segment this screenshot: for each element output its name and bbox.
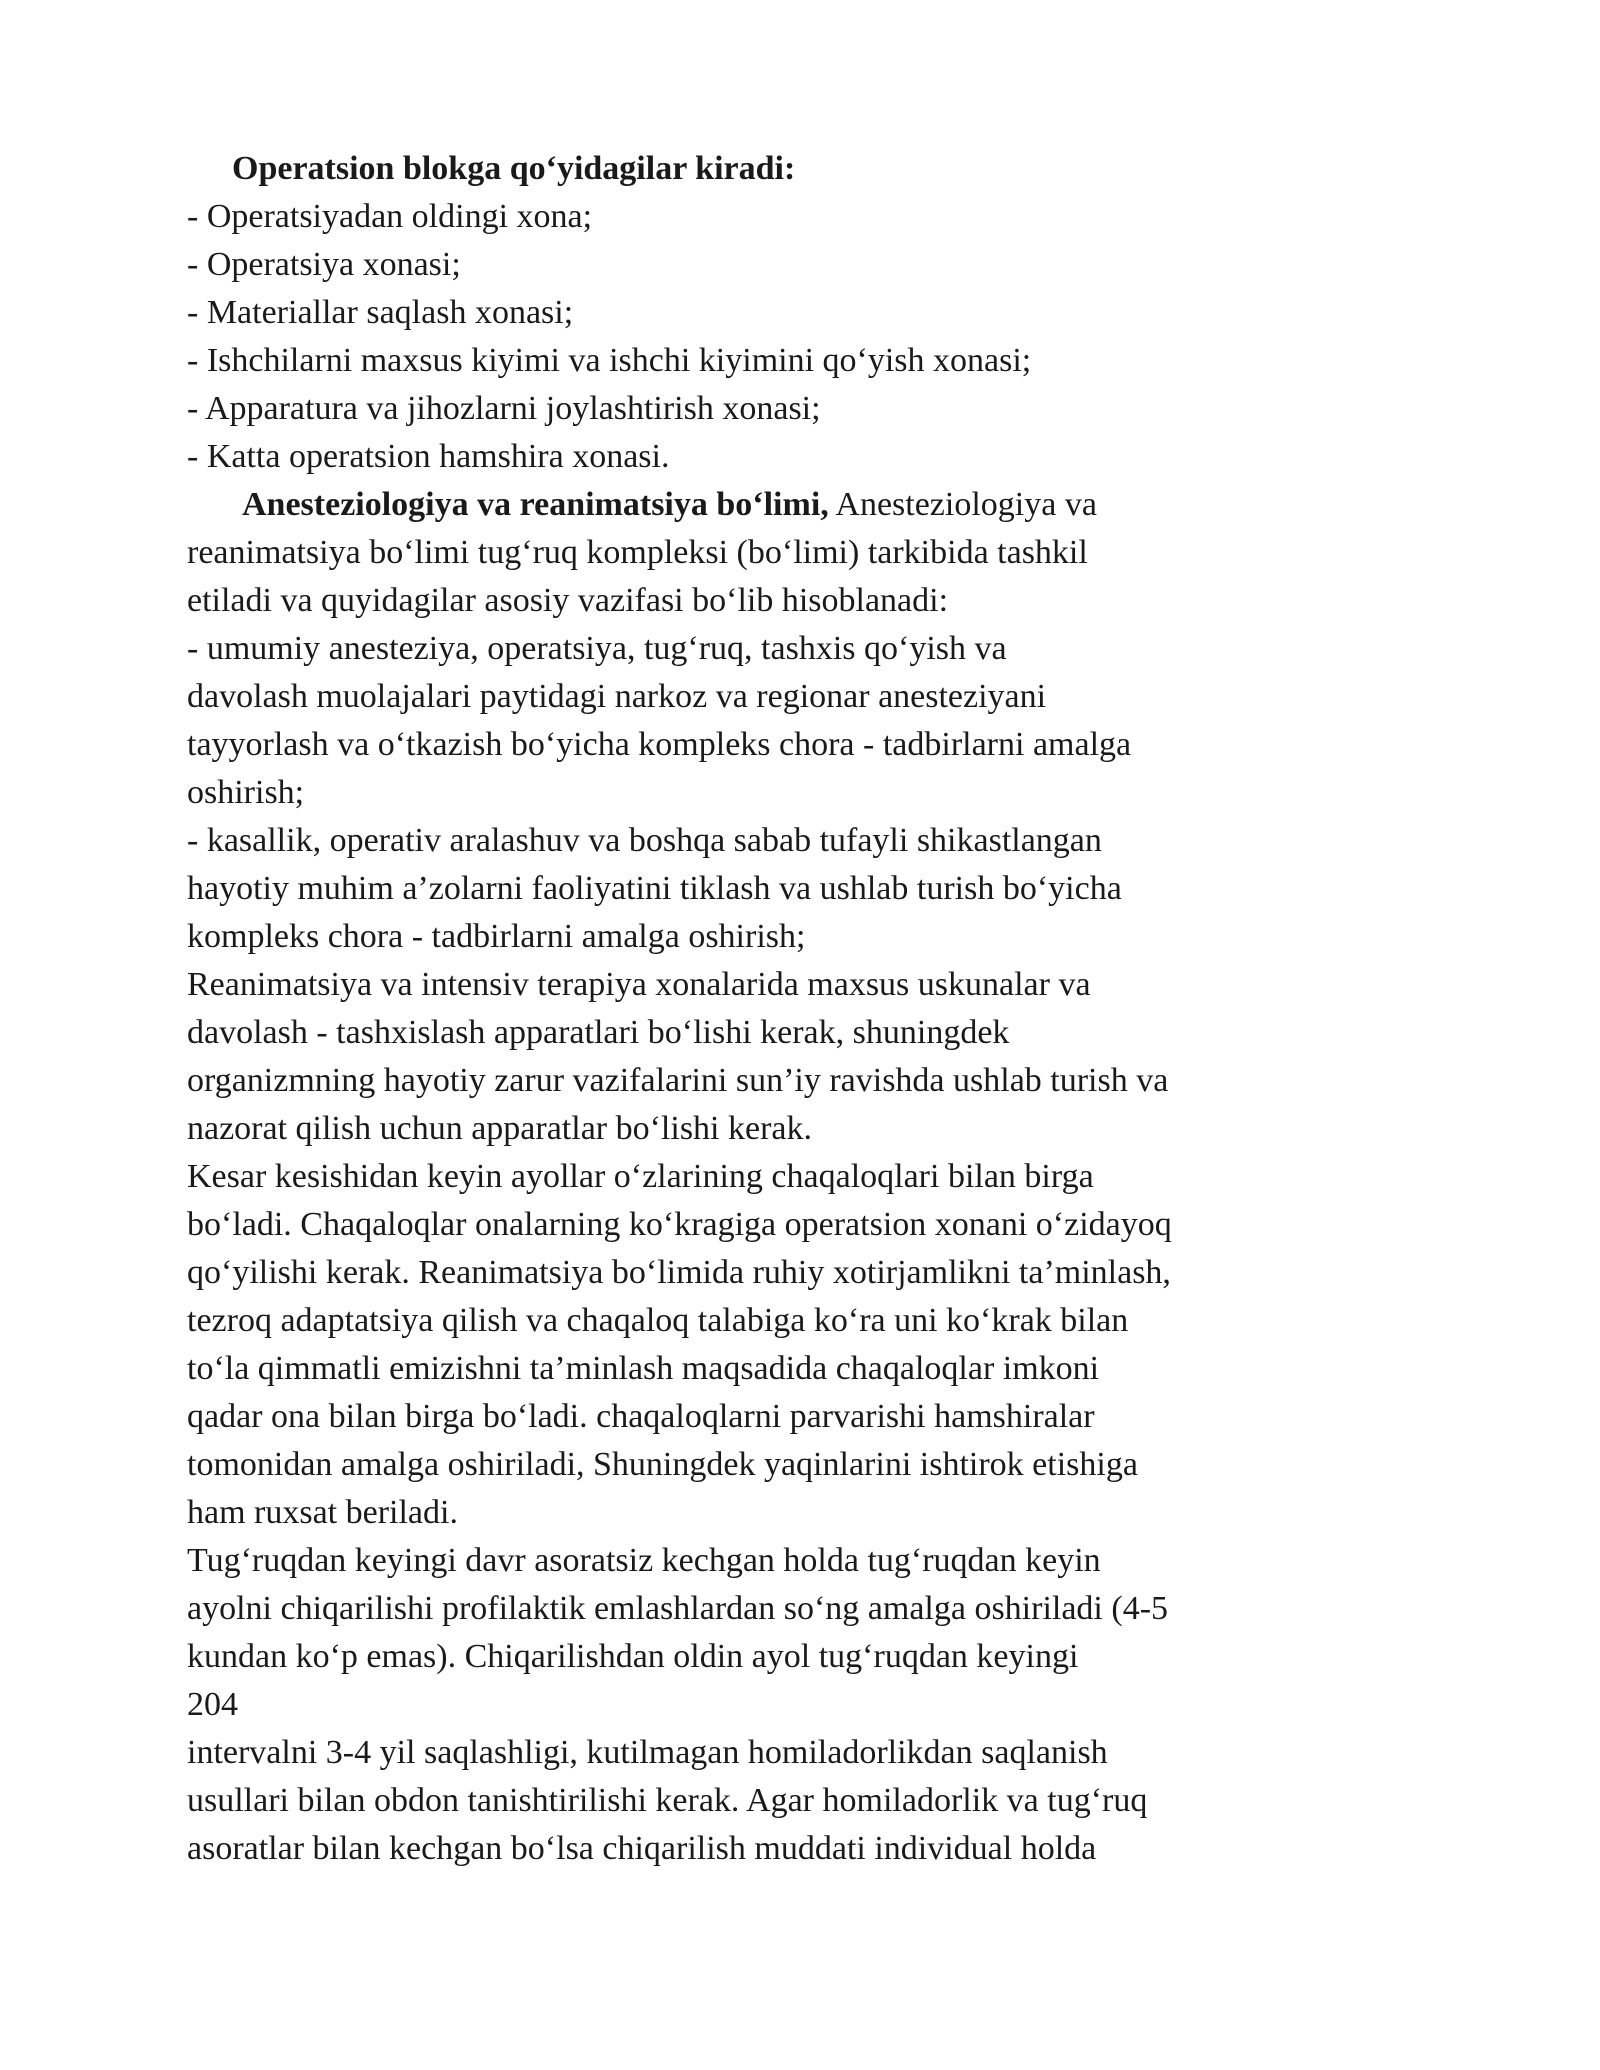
- paragraph-line: tayyorlash va o‘tkazish bo‘yicha kompleks chora - tadbirlarni amalga: [187, 726, 1132, 763]
- paragraph-line: oshirish;: [187, 774, 305, 811]
- paragraph-line: kompleks chora - tadbirlarni amalga oshirish;: [187, 918, 806, 955]
- paragraph-line: Reanimatsiya va intensiv terapiya xonalarida maxsus uskunalar va: [187, 966, 1091, 1003]
- paragraph-line: davolash - tashxislash apparatlari bo‘lishi kerak, shuningdek: [187, 1014, 1010, 1051]
- section-heading-anesteziologiya: Anesteziologiya va reanimatsiya bo‘limi,: [242, 486, 829, 523]
- list-item: - Apparatura va jihozlarni joylashtirish xonasi;: [187, 390, 821, 427]
- paragraph-line: Tug‘ruqdan keyingi davr asoratsiz kechgan holda tug‘ruqdan keyin: [187, 1542, 1101, 1579]
- paragraph-line: asoratlar bilan kechgan bo‘lsa chiqarilish muddati individual holda: [187, 1830, 1097, 1867]
- paragraph-line: kundan ko‘p emas). Chiqarilishdan oldin ayol tug‘ruqdan keyingi: [187, 1638, 1079, 1675]
- paragraph-line: qo‘yilishi kerak. Reanimatsiya bo‘limida ruhiy xotirjamlikni ta’minlash,: [187, 1254, 1171, 1291]
- paragraph-line: tezroq adaptatsiya qilish va chaqaloq talabiga ko‘ra uni ko‘krak bilan: [187, 1302, 1129, 1339]
- paragraph-line: reanimatsiya bo‘limi tug‘ruq kompleksi (bo‘limi) tarkibida tashkil: [187, 534, 1088, 571]
- paragraph-text: Anesteziologiya va: [828, 486, 1097, 523]
- paragraph-line: to‘la qimmatli emizishni ta’minlash maqsadida chaqaloqlar imkoni: [187, 1350, 1100, 1387]
- paragraph-line: organizmning hayotiy zarur vazifalarini sun’iy ravishda ushlab turish va: [187, 1062, 1169, 1099]
- paragraph-line: etiladi va quyidagilar asosiy vazifasi bo‘lib hisoblanadi:: [187, 582, 949, 619]
- paragraph-line: usullari bilan obdon tanishtirilishi kerak. Agar homiladorlik va tug‘ruq: [187, 1782, 1148, 1819]
- paragraph-line: intervalni 3-4 yil saqlashligi, kutilmagan homiladorlikdan saqlanish: [187, 1734, 1108, 1771]
- list-item: - Katta operatsion hamshira xonasi.: [187, 438, 670, 475]
- list-item: - Materiallar saqlash xonasi;: [187, 294, 574, 331]
- paragraph-line: ham ruxsat beriladi.: [187, 1494, 458, 1531]
- paragraph-line: Kesar kesishidan keyin ayollar o‘zlarining chaqaloqlari bilan birga: [187, 1158, 1094, 1195]
- paragraph-line: - umumiy anesteziya, operatsiya, tug‘ruq, tashxis qo‘yish va: [187, 630, 1007, 667]
- paragraph-line: bo‘ladi. Chaqaloqlar onalarning ko‘kragiga operatsion xonani o‘zidayoq: [187, 1206, 1172, 1243]
- list-item: - Ishchilarni maxsus kiyimi va ishchi kiyimini qo‘yish xonasi;: [187, 342, 1032, 379]
- page-number: 204: [187, 1686, 238, 1723]
- paragraph-line: tomonidan amalga oshiriladi, Shuningdek yaqinlarini ishtirok etishiga: [187, 1446, 1138, 1483]
- paragraph-line: - kasallik, operativ aralashuv va boshqa sabab tufayli shikastlangan: [187, 822, 1102, 859]
- paragraph-line: hayotiy muhim a’zolarni faoliyatini tiklash va ushlab turish bo‘yicha: [187, 870, 1122, 907]
- paragraph-line: [242, 485, 1097, 525]
- section-heading-operatsion-blok: Operatsion blokga qo‘yidagilar kiradi:: [232, 150, 796, 187]
- paragraph-line: ayolni chiqarilishi profilaktik emlashlardan so‘ng amalga oshiriladi (4-5: [187, 1590, 1169, 1627]
- paragraph-line: nazorat qilish uchun apparatlar bo‘lishi kerak.: [187, 1110, 812, 1147]
- paragraph-line: qadar ona bilan birga bo‘ladi. chaqaloqlarni parvarishi hamshiralar: [187, 1398, 1095, 1435]
- paragraph-line: davolash muolajalari paytidagi narkoz va regionar anesteziyani: [187, 678, 1047, 715]
- list-item: - Operatsiyadan oldingi xona;: [187, 198, 593, 235]
- list-item: - Operatsiya xonasi;: [187, 246, 461, 283]
